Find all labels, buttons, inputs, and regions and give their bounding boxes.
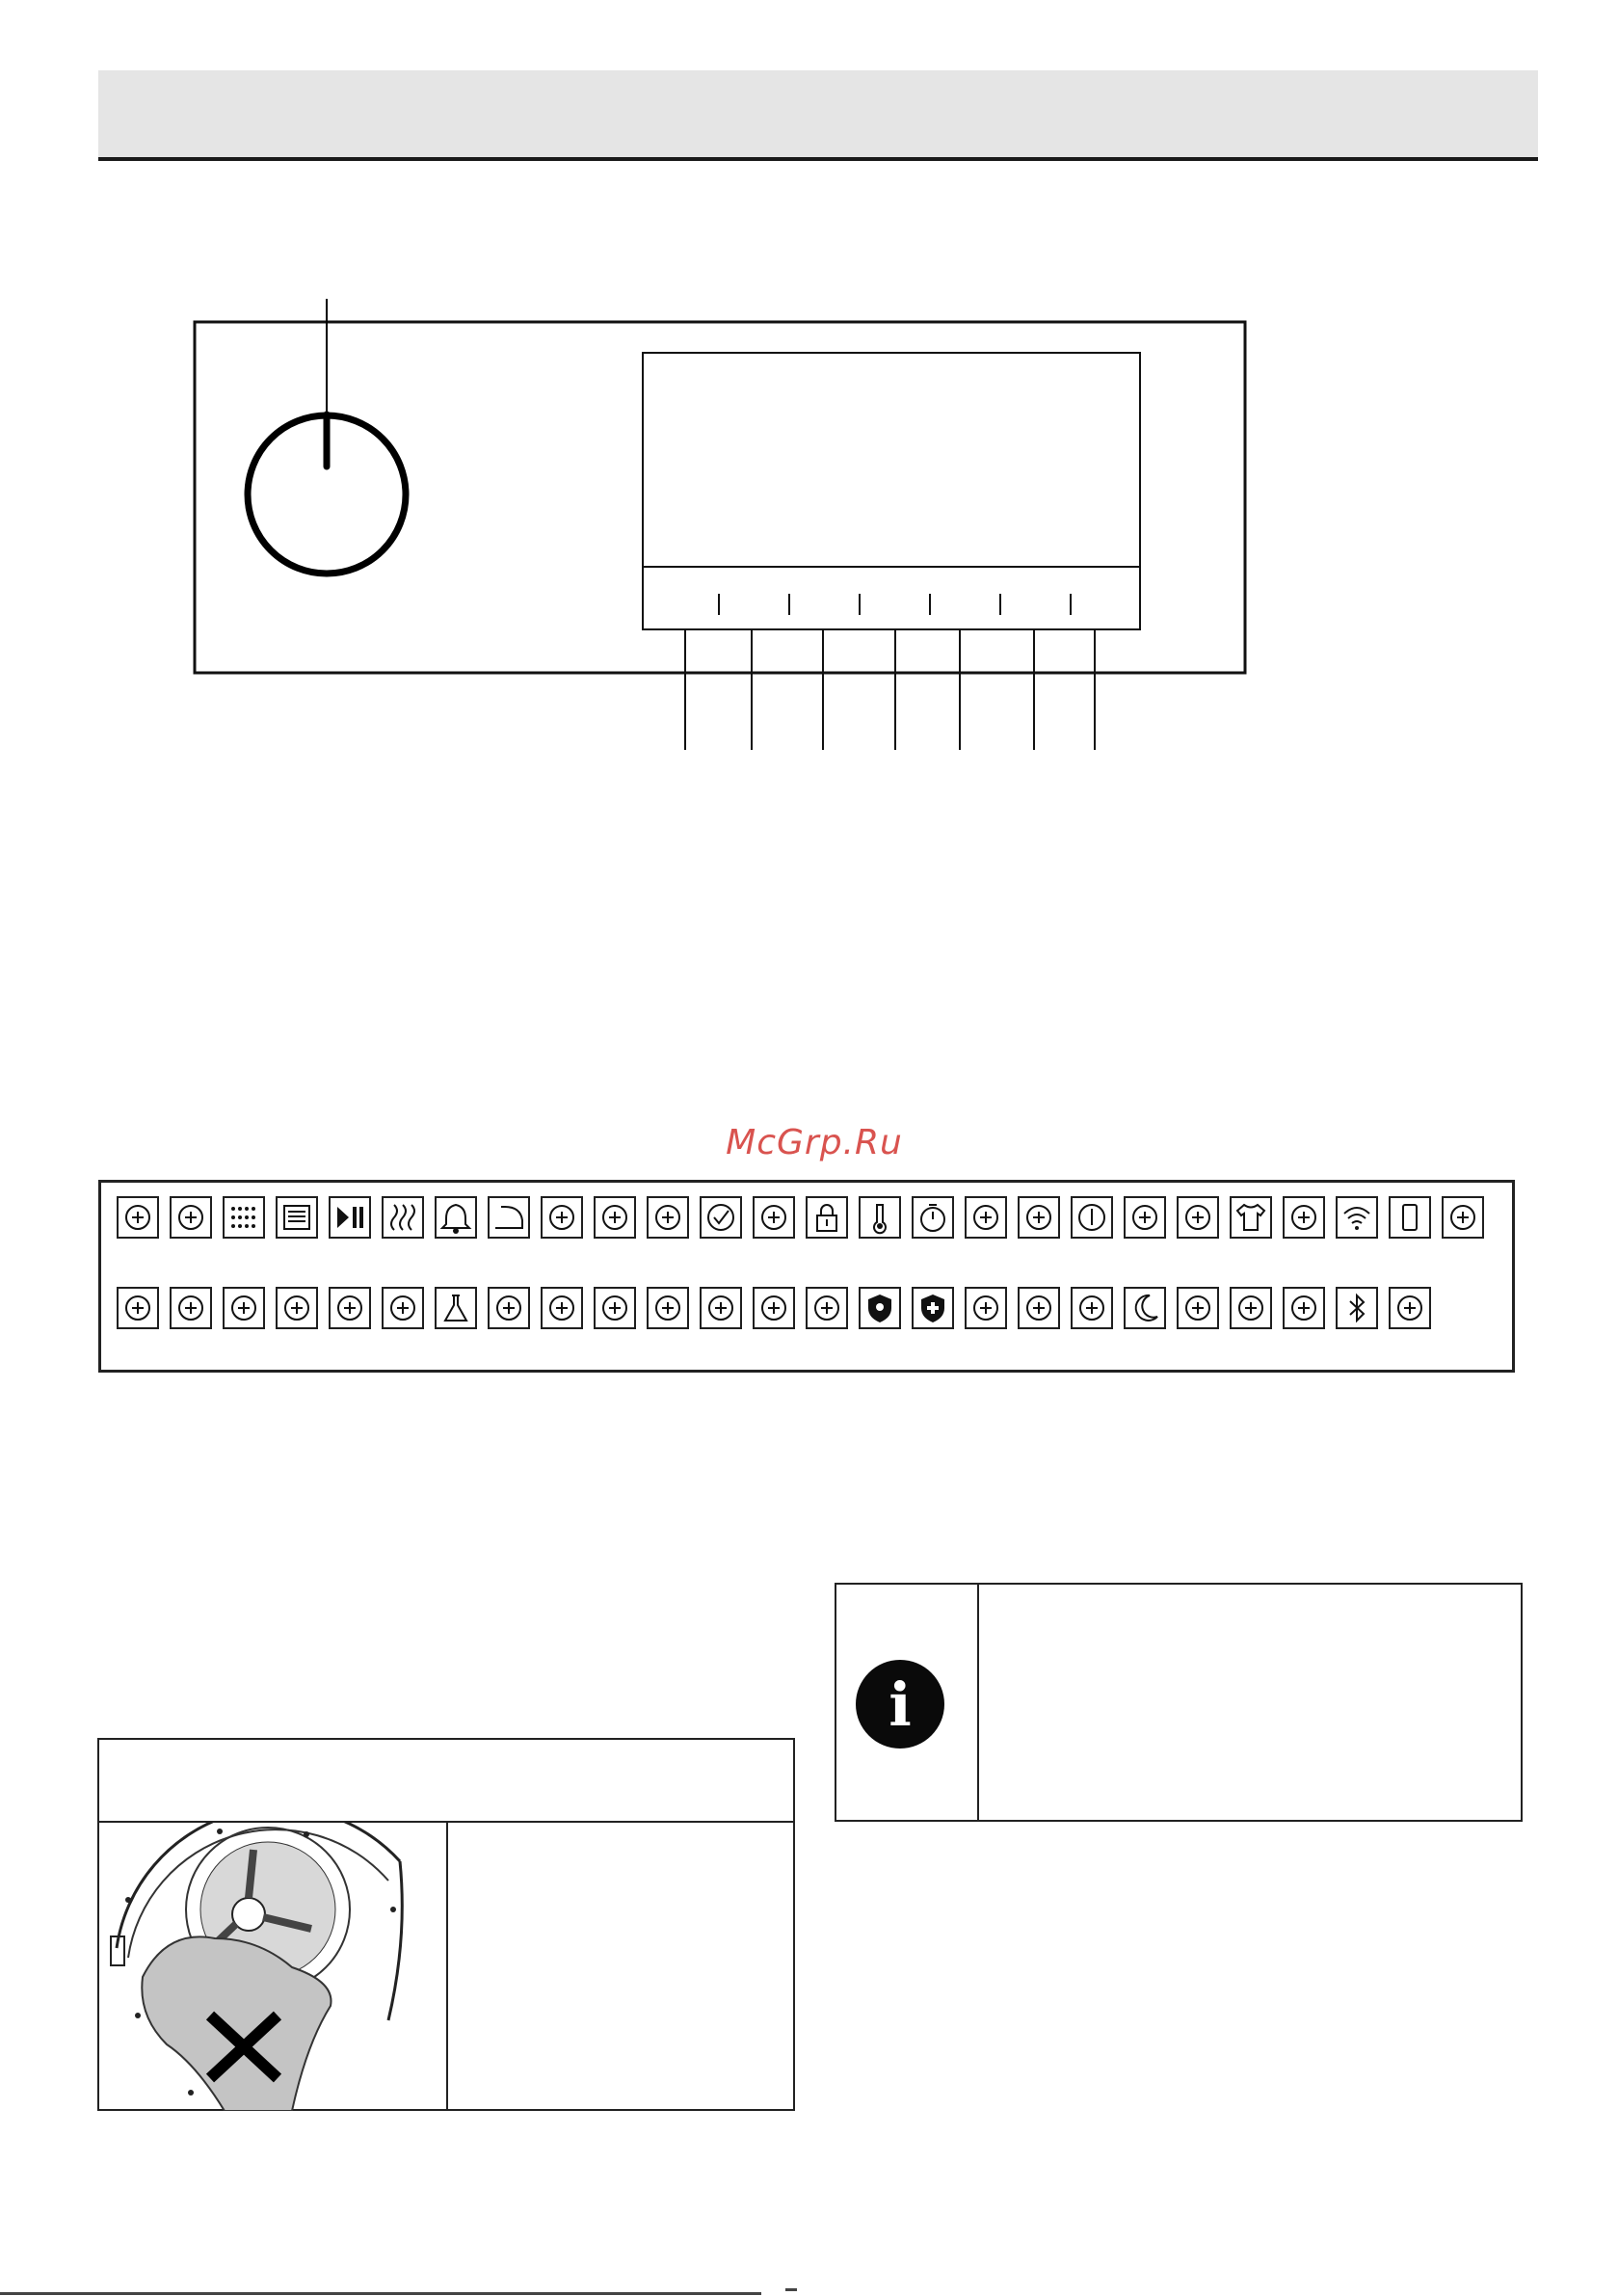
power-icon [1071, 1196, 1113, 1239]
water-level-icon [1389, 1287, 1431, 1329]
basket-icon [1283, 1196, 1325, 1239]
mixed-clothes-icon [647, 1287, 689, 1329]
steam-icon [382, 1196, 424, 1239]
flask-leaf-icon [382, 1287, 424, 1329]
hand-wash-plus-icon [1018, 1287, 1060, 1329]
iron-icon [488, 1196, 530, 1239]
hand-wash-plus-plus-icon [1071, 1287, 1113, 1329]
timer-icon [912, 1196, 954, 1239]
leaf-flower-icon [488, 1287, 530, 1329]
warning-divider [446, 1821, 448, 2109]
bluetooth-icon [1336, 1287, 1378, 1329]
refresh-dots-icon [1230, 1287, 1272, 1329]
shield-plus-icon [912, 1287, 954, 1329]
stacked-items-icon [700, 1287, 742, 1329]
remote-icon [1442, 1196, 1484, 1239]
shield-star-icon [859, 1287, 901, 1329]
quick-icon [806, 1287, 848, 1329]
towel-icon [329, 1287, 371, 1329]
hanger-dry-2-icon [541, 1196, 583, 1239]
fan-circle-icon [1177, 1196, 1219, 1239]
info-box [835, 1583, 1523, 1822]
footer-tick [785, 2288, 797, 2291]
hand-wash-icon [965, 1287, 1007, 1329]
warning-box [97, 1738, 795, 2111]
jacket-icon [1177, 1287, 1219, 1329]
phone-icon [1389, 1196, 1431, 1239]
overloaded-drum-icon [99, 1823, 446, 2111]
hanger-dry-plus-icon [647, 1196, 689, 1239]
delay-end-icon [965, 1196, 1007, 1239]
warning-header [99, 1740, 793, 1823]
footer-line [0, 2292, 761, 2295]
button-ticks [719, 594, 1071, 615]
check-circle-icon [700, 1196, 742, 1239]
flask-icon [435, 1287, 477, 1329]
night-mode-icon [1124, 1287, 1166, 1329]
circle-timer-icon [170, 1287, 212, 1329]
play-pause-icon [329, 1196, 371, 1239]
button-callout-lines [685, 630, 1095, 750]
lock-icon [806, 1196, 848, 1239]
info-divider [977, 1585, 979, 1820]
eco-box-icon [1283, 1287, 1325, 1329]
flower-icon [541, 1287, 583, 1329]
symbol-table [98, 1180, 1515, 1373]
hanger-rack-icon [117, 1287, 159, 1329]
shirt-refresh-icon [223, 1287, 265, 1329]
extra-dry-icon [170, 1196, 212, 1239]
symbol-row-1 [117, 1196, 1495, 1239]
wifi-icon [1336, 1196, 1378, 1239]
control-panel-diagram [0, 0, 1618, 771]
symbol-row-2 [117, 1287, 1442, 1329]
feather-icon [276, 1287, 318, 1329]
envelope-shirt-icon [753, 1287, 795, 1329]
no-wool-icon [1124, 1196, 1166, 1239]
jeans-icon [594, 1287, 636, 1329]
dot-grid-icon [223, 1196, 265, 1239]
display-frame [643, 353, 1140, 629]
bell-icon [435, 1196, 477, 1239]
info-icon: i [856, 1660, 944, 1749]
thermometer-icon [859, 1196, 901, 1239]
refresh-timer-icon [1018, 1196, 1060, 1239]
hanger-dry-2-plus-icon [594, 1196, 636, 1239]
menu-lines-icon [276, 1196, 318, 1239]
shirt-icon [1230, 1196, 1272, 1239]
watermark: McGrp.Ru [726, 1123, 903, 1162]
panel-outline [195, 322, 1245, 673]
anti-crease-icon [753, 1196, 795, 1239]
dryness-level-icon [117, 1196, 159, 1239]
